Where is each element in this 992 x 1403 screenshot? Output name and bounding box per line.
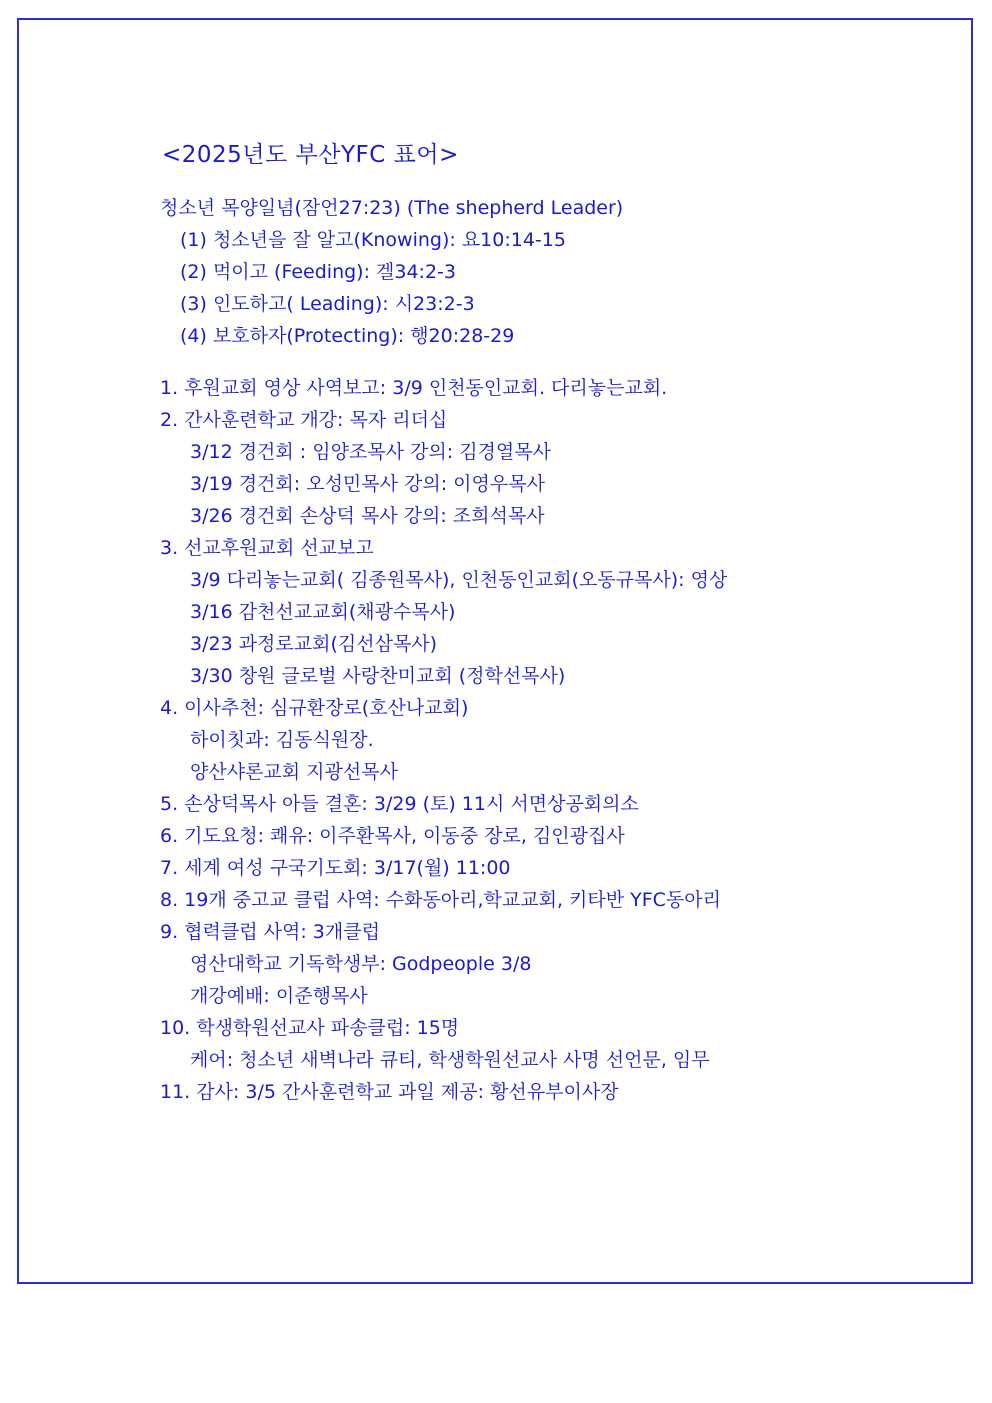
list-subitem: 개강예배: 이준행목사 — [190, 985, 368, 1007]
motto-point: (2) 먹이고 (Feeding): 겔34:2-3 — [180, 261, 456, 283]
list-subitem: 3/23 과정로교회(김선삼목사) — [190, 633, 438, 655]
list-item: 10. 학생학원선교사 파송클럽: 15명 — [160, 1017, 460, 1039]
section-gap — [160, 352, 940, 372]
document-title: <2025년도 부산YFC 표어> — [162, 142, 459, 168]
list-subitem: 영산대학교 기독학생부: Godpeople 3/8 — [190, 953, 532, 975]
list-item: 4. 이사추천: 심규환장로(호산나교회) — [160, 697, 469, 719]
list-subitem: 하이칫과: 김동식원장. — [190, 729, 374, 751]
list-subitem: 3/26 경건회 손상덕 목사 강의: 조희석목사 — [190, 505, 545, 527]
list-item: 2. 간사훈련학교 개강: 목자 리더십 — [160, 409, 448, 431]
motto-point: (3) 인도하고( Leading): 시23:2-3 — [180, 293, 475, 315]
motto-heading: 청소년 목양일념(잠언27:23) (The shepherd Leader) — [160, 197, 624, 219]
list-subitem: 케어: 청소년 새벽나라 큐티, 학생학원선교사 사명 선언문, 임무 — [190, 1049, 710, 1071]
list-item: 9. 협력클럽 사역: 3개클럽 — [160, 921, 380, 943]
document-body — [160, 138, 940, 1108]
list-item: 5. 손상덕목사 아들 결혼: 3/29 (토) 11시 서면상공회의소 — [160, 793, 639, 815]
list-subitem: 3/16 감천선교교회(채광수목사) — [190, 601, 456, 623]
list-item: 6. 기도요청: 쾌유: 이주환목사, 이동중 장로, 김인광집사 — [160, 825, 625, 847]
list-item: 11. 감사: 3/5 간사훈련학교 과일 제공: 황선유부이사장 — [160, 1081, 619, 1103]
list-subitem: 양산샤론교회 지광선목사 — [190, 761, 398, 783]
list-subitem: 3/12 경건회 : 임양조목사 강의: 김경열목사 — [190, 441, 551, 463]
motto-point: (1) 청소년을 잘 알고(Knowing): 요10:14-15 — [180, 229, 566, 251]
motto-point: (4) 보호하자(Protecting): 행20:28-29 — [180, 325, 515, 347]
list-item: 7. 세계 여성 구국기도회: 3/17(월) 11:00 — [160, 857, 511, 879]
list-subitem: 3/9 다리놓는교회( 김종원목사), 인천동인교회(오동규목사): 영상 — [190, 569, 728, 591]
list-item: 3. 선교후원교회 선교보고 — [160, 537, 374, 559]
motto-section — [160, 192, 940, 352]
list-subitem: 3/19 경건회: 오성민목사 강의: 이영우목사 — [190, 473, 545, 495]
list-item: 1. 후원교회 영상 사역보고: 3/9 인천동인교회. 다리놓는교회. — [160, 377, 668, 399]
numbered-list — [160, 372, 940, 1108]
list-item: 8. 19개 중고교 클럽 사역: 수화동아리,학교교회, 키타반 YFC동아리 — [160, 889, 722, 911]
list-subitem: 3/30 창원 글로벌 사랑찬미교회 (정학선목사) — [190, 665, 566, 687]
